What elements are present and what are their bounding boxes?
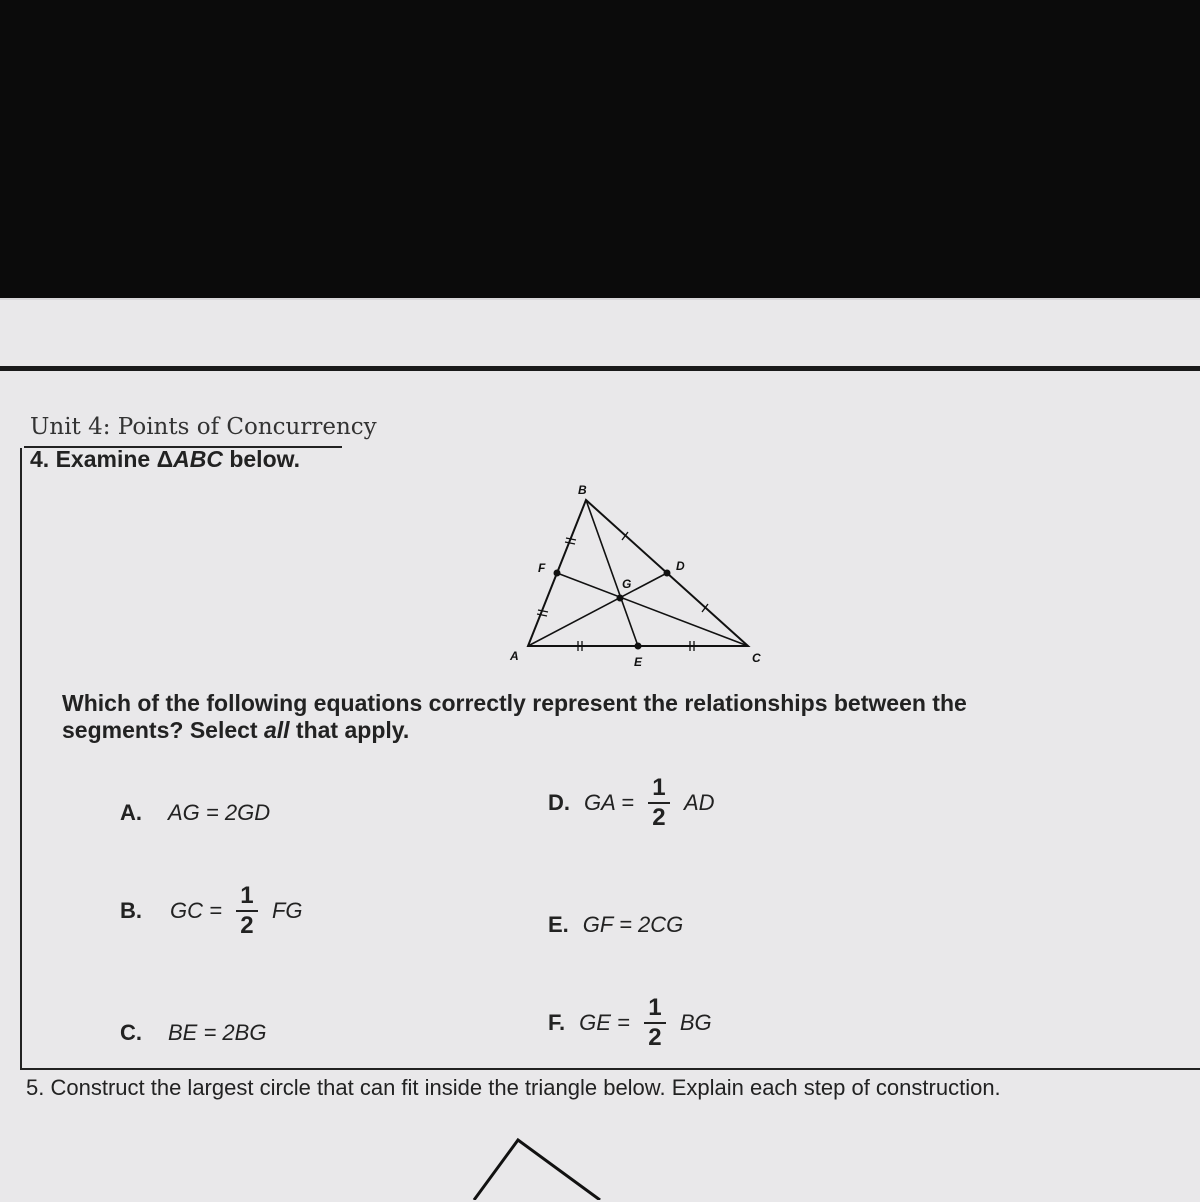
- median-be: [586, 500, 638, 646]
- option-b-rhs: FG: [271, 898, 303, 923]
- triangle-abc: [528, 500, 748, 646]
- option-e-letter: E.: [548, 912, 569, 937]
- point-f: [554, 570, 561, 577]
- option-d-fraction: [648, 776, 670, 830]
- point-g: [617, 595, 624, 602]
- label-c: C: [752, 651, 761, 665]
- option-a-equation: AG = 2GD: [168, 800, 271, 825]
- median-ad: [528, 573, 667, 646]
- question-4-title: [30, 446, 300, 473]
- triangle-abc-diagram: [500, 478, 790, 678]
- congruence-ticks: [537, 532, 708, 651]
- median-cf: [557, 573, 748, 646]
- question-4-title-suffix: below.: [222, 446, 301, 472]
- label-d: D: [676, 559, 685, 573]
- option-f-numerator: 1: [648, 994, 662, 1021]
- option-b-numerator: 1: [240, 882, 254, 909]
- page-top-rule: [0, 366, 1200, 371]
- option-b-lhs: GC =: [170, 898, 222, 923]
- option-d[interactable]: [548, 776, 715, 830]
- option-c-equation: BE = 2BG: [168, 1020, 267, 1045]
- prompt-part-2: that apply.: [289, 717, 410, 743]
- option-a[interactable]: [120, 800, 270, 826]
- question-4-prompt: [62, 690, 1072, 744]
- option-b[interactable]: [120, 884, 303, 938]
- point-d: [664, 570, 671, 577]
- option-c[interactable]: [120, 1020, 266, 1046]
- option-d-lhs: GA =: [584, 790, 634, 815]
- option-d-letter: D.: [548, 790, 570, 815]
- option-f-lhs: GE =: [579, 1010, 630, 1035]
- question-5: [26, 1075, 1001, 1101]
- question-4-triangle-name: ABC: [173, 446, 223, 472]
- label-g: G: [622, 577, 632, 591]
- option-d-rhs: AD: [683, 790, 715, 815]
- prompt-part-1: Which of the following equations correctly represent the relationships between the segments? Select: [62, 690, 967, 743]
- option-d-numerator: 1: [652, 774, 666, 801]
- option-b-letter: B.: [120, 898, 142, 923]
- label-b: B: [578, 483, 587, 497]
- option-a-letter: A.: [120, 800, 142, 825]
- option-b-denominator: 2: [240, 912, 254, 939]
- unit-header: Unit 4: Points of Concurrency: [30, 414, 377, 440]
- label-e: E: [634, 655, 643, 669]
- point-e: [635, 643, 642, 650]
- question-5-triangle: [460, 1130, 640, 1200]
- option-b-fraction: [236, 884, 258, 938]
- option-f-fraction: [644, 996, 666, 1050]
- question-5-number: 5.: [26, 1075, 45, 1100]
- question-5-text: Construct the largest circle that can fit inside the triangle below. Explain each step of construction.: [50, 1075, 1001, 1100]
- option-f-letter: F.: [548, 1010, 566, 1035]
- label-f: F: [538, 561, 546, 575]
- question-4-title-prefix: Examine Δ: [55, 446, 174, 472]
- option-f[interactable]: [548, 996, 712, 1050]
- option-c-letter: C.: [120, 1020, 142, 1045]
- prompt-italic: all: [263, 717, 290, 743]
- option-d-denominator: 2: [652, 804, 666, 831]
- option-e[interactable]: [548, 912, 683, 938]
- option-f-denominator: 2: [648, 1024, 662, 1051]
- option-e-equation: GF = 2CG: [582, 912, 684, 937]
- option-f-rhs: BG: [679, 1010, 712, 1035]
- question-4-number: 4.: [30, 446, 50, 472]
- label-a: A: [510, 649, 519, 663]
